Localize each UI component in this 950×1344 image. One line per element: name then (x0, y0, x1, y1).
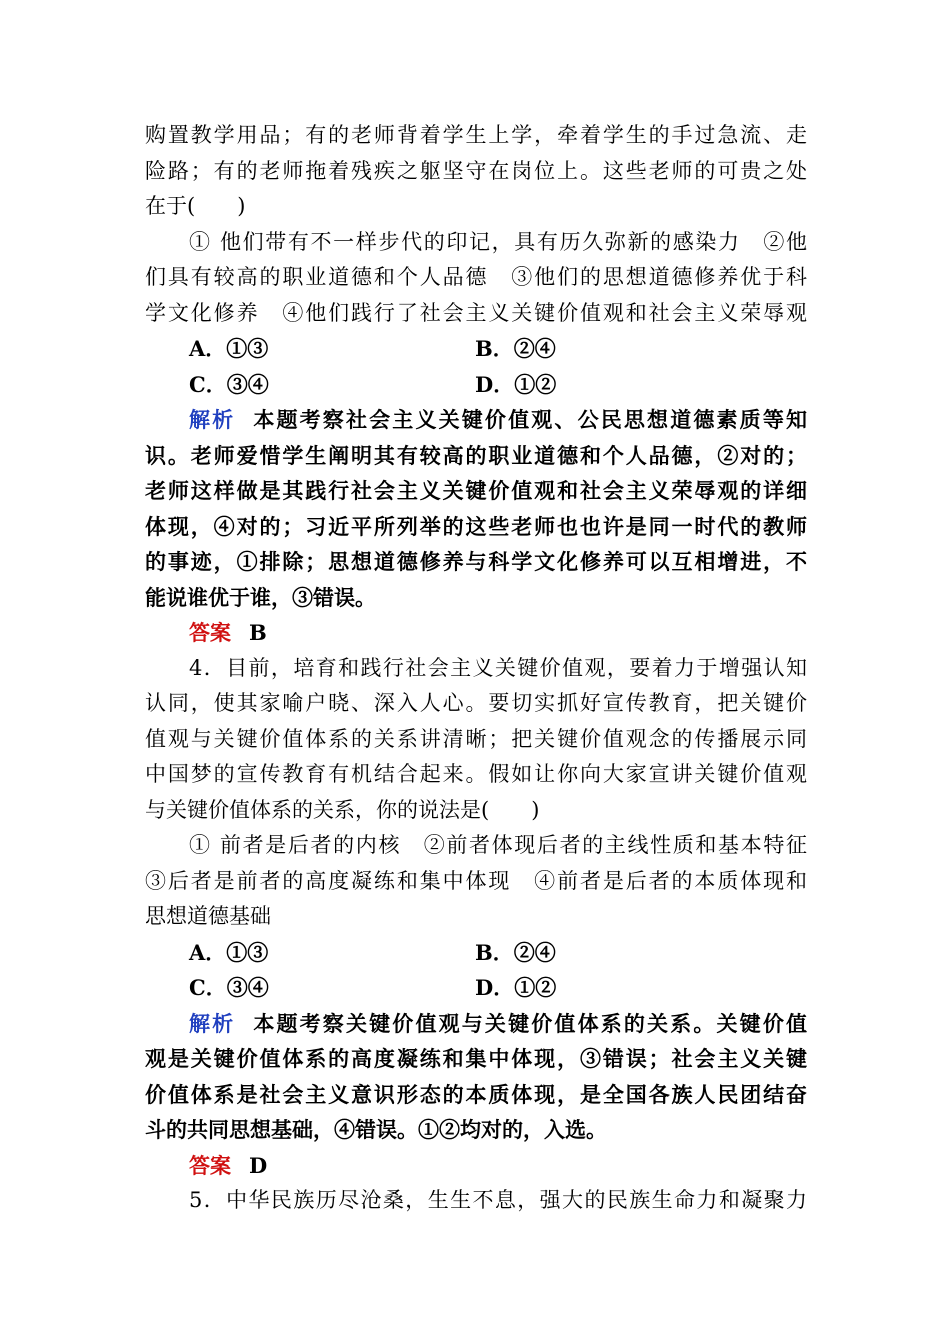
q3-analysis-label: 解析 (189, 407, 236, 432)
q3-analysis-line: 的事迹，①排除；思想道德修养与科学文化修养可以互相增进，不 (145, 549, 807, 574)
q4-stem-line: 与关键价值体系的关系，你的说法是( ) (145, 797, 540, 822)
q3-analysis-line: 识。老师爱惜学生阐明其有较高的职业道德和个人品德，②对的； (145, 442, 807, 468)
q3-option-c: C．③④ (189, 371, 269, 397)
q3-statement-line: 们具有较高的职业道德和个人品德 ③他们的思想道德修养优于科 (145, 265, 807, 289)
q4-stem-line: 认同，使其家喻户晓、深入人心。要切实抓好宣传教育，把关键价 (145, 691, 807, 715)
q3-answer-value: B (249, 620, 267, 645)
q4-options-row-2 (145, 970, 807, 1006)
q4-analysis-line: 斗的共同思想基础，④错误。①②均对的，入选。 (145, 1117, 607, 1142)
q4-stem-line: 4．目前，培育和践行社会主义关键价值观，要着力于增强认知 (189, 655, 807, 680)
q4-answer-value: D (249, 1152, 268, 1178)
q3-answer-label: 答案 (189, 620, 231, 645)
q3-option-d: D．①② (475, 371, 557, 397)
q4-analysis-line (145, 1006, 807, 1042)
q4-option-c: C．③④ (189, 975, 269, 1000)
q4-option-d: D．①② (475, 975, 557, 1000)
q3-statement-line: ① 他们带有不一样步代的印记，具有历久弥新的感染力 ②他 (189, 229, 807, 254)
q3-analysis-line: 能说谁优于谁，③错误。 (145, 584, 376, 610)
q4-options-row-1 (145, 935, 807, 971)
q4-statement-line: ③后者是前者的高度凝练和集中体现 ④前者是后者的本质体现和 (145, 868, 807, 893)
q4-stem-line: 中国梦的宣传教育有机结合起来。假如让你向大家宣讲关键价值观 (145, 762, 807, 786)
q3-analysis-line: 体现，④对的；习近平所列举的这些老师也也许是同一时代的教师 (145, 513, 807, 539)
q4-option-b: B．②④ (475, 939, 556, 965)
q3-analysis-line (145, 402, 807, 438)
q3-options-row-1 (145, 331, 807, 367)
q4-option-a: A．①③ (189, 939, 269, 965)
q3-option-b: B．②④ (475, 336, 556, 361)
q4-answer-label: 答案 (189, 1152, 231, 1178)
q4-analysis-line: 价值体系是社会主义意识形态的本质体现，是全国各族人民团结奋 (145, 1081, 807, 1107)
q3-stem-line: 险路；有的老师拖着残疾之躯坚守在岗位上。这些老师的可贵之处 (145, 158, 807, 183)
q3-answer-line (145, 615, 807, 651)
q4-statement-line: ① 前者是后者的内核 ②前者体现后者的主线性质和基本特征 (189, 833, 807, 857)
q3-option-a: A．①③ (189, 336, 269, 361)
q5-stem-line: 5．中华民族历尽沧桑，生生不息，强大的民族生命力和凝聚力 (189, 1188, 807, 1212)
q3-stem-line: 在于( ) (145, 194, 246, 218)
q3-analysis-text: 本题考察社会主义关键价值观、公民思想道德素质等知 (253, 407, 807, 432)
q4-answer-line (145, 1148, 807, 1184)
q3-statement-line: 学文化修养 ④他们践行了社会主义关键价值观和社会主义荣辱观 (145, 300, 807, 325)
q4-analysis-label: 解析 (189, 1010, 236, 1036)
q3-options-row-2 (145, 367, 807, 403)
q4-statement-line: 思想道德基础 (145, 904, 271, 928)
q4-stem-line: 值观与关键价值体系的关系讲清晰；把关键价值观念的传播展示同 (145, 726, 807, 751)
q3-analysis-line: 老师这样做是其践行社会主义关键价值观和社会主义荣辱观的详细 (145, 478, 807, 503)
q4-analysis-line: 观是关键价值体系的高度凝练和集中体现，③错误；社会主义关键 (145, 1046, 807, 1071)
q3-stem-line: 购置教学用品；有的老师背着学生上学，牵着学生的手过急流、走 (145, 123, 807, 147)
document-page (145, 118, 807, 1219)
q4-analysis-text: 本题考察关键价值观与关键价值体系的关系。关键价值 (253, 1010, 807, 1036)
